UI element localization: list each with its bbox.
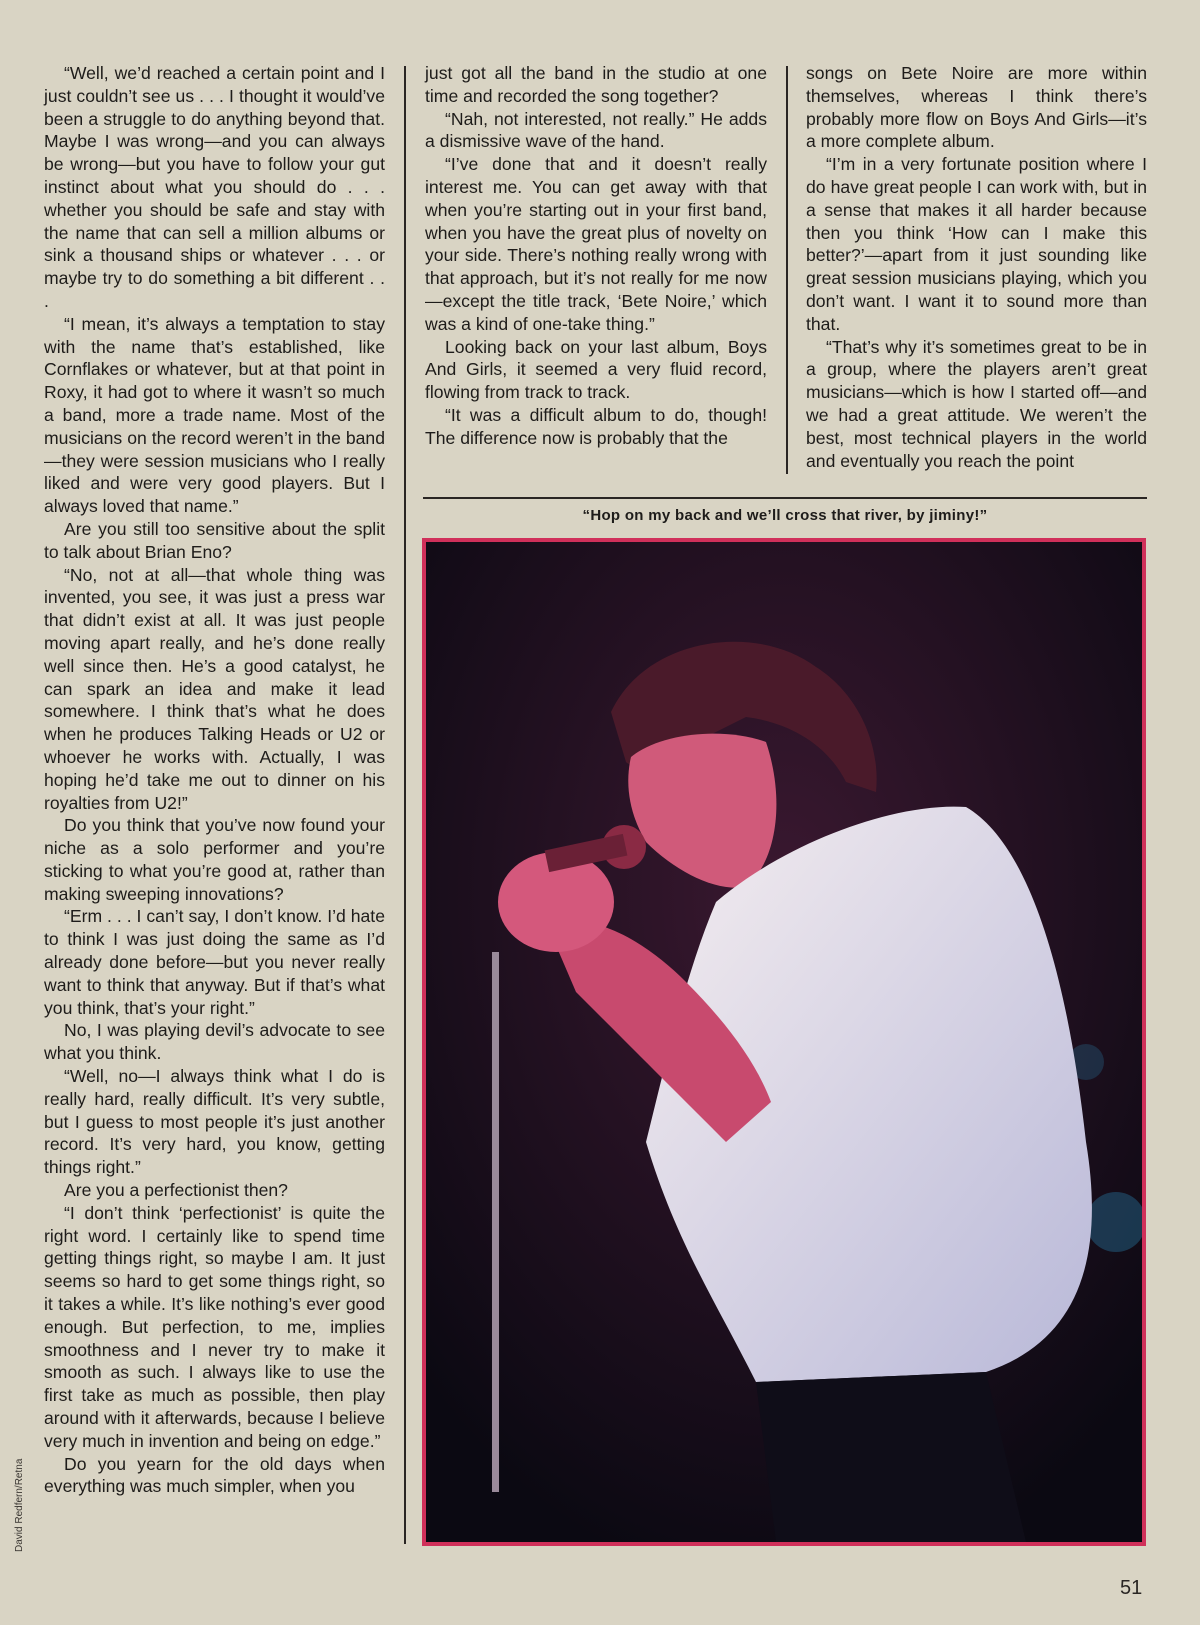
column-divider [404, 66, 406, 1544]
paragraph: “I don’t think ‘perfectionist’ is quite the right word. I certainly like to spend time getting things right, so maybe I am. It just seems so hard to get some things right, so it takes a while. It’s like nothing’s ever good enough. But perfection, to me, implies smoothness and I never try to make it smooth as such. I always like to use the first take as much as possible, then play around with it afterwards, because I believe very much in invention and being on edge.” [44, 1202, 385, 1451]
paragraph: “Well, we’d reached a certain point and I just couldn’t see us . . . I thought it would’ve been a struggle to do anything beyond that. Maybe I was wrong—and you can always be wrong—but you have to follow your gut instinct about what you should do . . . whether you should be safe and stay with the name that can sell a million albums or sink a thousand ships or whatever . . . or maybe try to do something a bit different . . . [44, 63, 385, 311]
article-column-1 [44, 62, 385, 1498]
paragraph: “No, not at all—that whole thing was invented, you see, it was just a press war that didn’t exist at all. It was just people moving apart really, and he’s done really well since then. He’s a good catalyst, he can spark an idea and make it lead somewhere. I think that’s what he does when he produces Talking Heads or U2 or whoever he works with. Actually, I was hoping he’d take me out to dinner on his royalties from U2!” [44, 564, 385, 813]
concert-photo [422, 538, 1146, 1546]
paragraph: “It was a difficult album to do, though! The difference now is probably that the [425, 404, 767, 448]
caption-rule [423, 497, 1147, 499]
paragraph: No, I was playing devil’s advocate to see what you think. [44, 1020, 385, 1064]
paragraph: “Well, no—I always think what I do is really hard, really difficult. It’s very subtle, but I guess to most people it’s just another record. It’s very hard, you know, getting things right.” [44, 1066, 385, 1178]
photo-credit: David Redfern/Retna [14, 1458, 25, 1552]
paragraph: “I’ve done that and it doesn’t really interest me. You can get away with that when you’re starting out in your first band, when you have the great plus of novelty on your side. There’s nothing really wrong with that approach, but it’s not really for me now—except the title track, ‘Bete Noire,’ which was a kind of one-take thing.” [425, 154, 767, 334]
paragraph: “That’s why it’s sometimes great to be in a group, where the players aren’t great musicians—which is how I started off—and we had a great attitude. We weren’t the best, most technical players in the world and eventually you reach the point [806, 336, 1147, 471]
paragraph: Are you a perfectionist then? [64, 1180, 288, 1201]
paragraph: “I’m in a very fortunate position where I do have great people I can work with, but in a sense that makes it all harder because then you think ‘How can I make this better?’—apart from it just sounding like great session musicians playing, which you don’t want. I want it to sound more than that. [806, 154, 1147, 334]
paragraph: “Nah, not interested, not really.” He adds a dismissive wave of the hand. [425, 108, 767, 152]
paragraph: Looking back on your last album, Boys And Girls, it seemed a very fluid record, flowing from track to track. [425, 336, 767, 403]
paragraph: Do you yearn for the old days when everything was much simpler, when you [44, 1453, 385, 1497]
page-number: 51 [1120, 1577, 1143, 1599]
article-column-2 [425, 62, 767, 450]
paragraph: just got all the band in the studio at one time and recorded the song together? [425, 63, 767, 106]
paragraph: “I mean, it’s always a temptation to stay with the name that’s established, like Cornflakes or whatever, but at that point in Roxy, it had got to where it wasn’t so much a band, more a trade name. Most of the musicians on the record weren’t in the band—they were session musicians who I really liked and were very good players. But I always loved that name.” [44, 313, 385, 517]
column-divider [786, 66, 788, 474]
article-column-3 [806, 62, 1147, 472]
singer-illustration [426, 542, 1142, 1542]
paragraph: Are you still too sensitive about the split to talk about Brian Eno? [44, 518, 385, 562]
paragraph: Do you think that you’ve now found your niche as a solo performer and you’re sticking to what you’re good at, rather than making sweeping innovations? [44, 815, 385, 904]
paragraph: songs on Bete Noire are more within themselves, whereas I think there’s probably more flow on Boys And Girls—it’s a more complete album. [806, 63, 1147, 152]
paragraph: “Erm . . . I can’t say, I don’t know. I’d hate to think I was just doing the same as I’d already done before—but you never really want to think that anyway. But if that’s what you think, that’s your right.” [44, 906, 385, 1018]
photo-caption: “Hop on my back and we’ll cross that river, by jiminy!” [582, 507, 988, 524]
